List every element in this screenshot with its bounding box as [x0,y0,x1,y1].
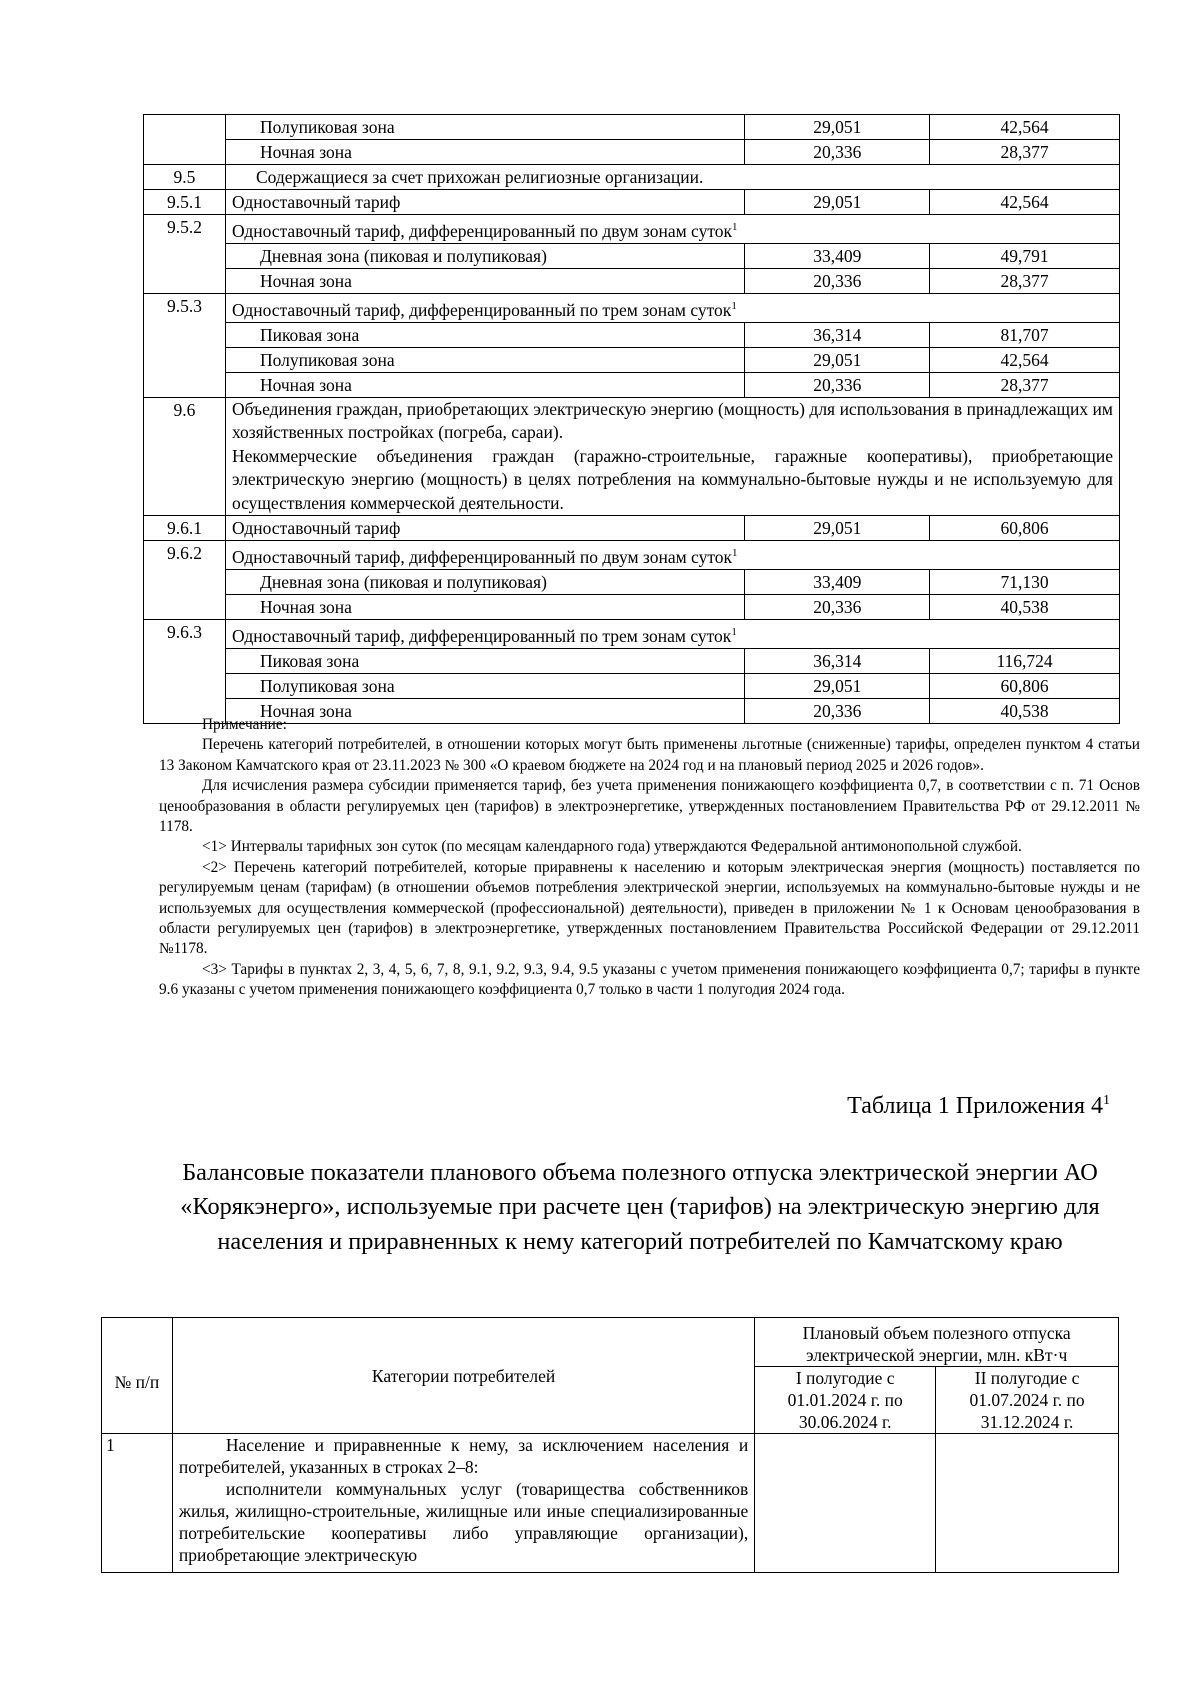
row-label-text: Дневная зона (пиковая и полупиковая) [259,245,547,266]
value-half1: 36,314 [745,648,930,673]
row-label [225,115,744,140]
table-row [144,347,1120,372]
value-half2: 81,707 [930,322,1120,347]
row-label-text: Одноставочный тариф, дифференцированный по трем зонам суток [231,625,732,646]
table-row [144,569,1120,594]
table-row [144,372,1120,397]
row-label-text: Ночная зона [259,142,352,162]
value-half2: 60,806 [930,516,1120,541]
table-row [144,541,1120,570]
row-label: Содержащиеся за счет прихожан религиозные организации. [225,165,1119,190]
row-label [225,322,744,347]
row-label [225,673,744,698]
note-paragraph: Для исчисления размера субсидии применяется тариф, без учета применения понижающего коэффициента 0,7, в соответствии с п. 71 Основ ценообразования в области регулируемых цен (тарифов) в электроэнергетике, утвержденных постановлением Правительства РФ от 29.12.2011 № 1178. [159,777,1140,836]
row-label-part: Некоммерческие объединения граждан (гаражно-строительные, гаражные кооперативы), приобретающие электрическую энергию (мощность) в целях потребления на коммунально-бытовые нужды и не используемую для осуществления коммерческой деятельности. [231,445,1113,513]
value-half1: 29,051 [745,347,930,372]
header-num: № п/п [102,1318,173,1434]
row-label-text: Пиковая зона [259,650,360,671]
notes-section [159,715,1140,1001]
value-half1: 20,336 [745,268,930,293]
row1-category [172,1434,754,1573]
note-paragraph: Перечень категорий потребителей, в отношении которых могут быть применены льготные (сниженные) тарифы, определен пунктом 4 статьи 13 Законом Камчатского края от 23.11.2023 № 300 «О краевом бюджете на 2024 год и на плановый период 2025 и 2026 годов». [159,736,1140,774]
value-half1: 20,336 [745,698,930,723]
value-half2: 28,377 [930,140,1120,165]
value-half2: 71,130 [930,569,1120,594]
value-half2: 40,538 [930,594,1120,619]
row-label [225,215,1119,244]
row-number: 9.6 [144,397,226,516]
row-number: 9.5.2 [144,215,226,294]
row-label-text: Ночная зона [259,270,352,291]
note-paragraph: <3> Тарифы в пунктах 2, 3, 4, 5, 6, 7, 8, 9.1, 9.2, 9.3, 9.4, 9.5 указаны с учетом применения понижающего коэффициента 0,7; тарифы в пункте 9.6 указаны с учетом применения понижающего коэффициента 0,7 только в части 1 полугодия 2024 года. [159,960,1140,999]
value-half2: 49,791 [930,243,1120,268]
table-caption-text: Таблица 1 Приложения 4 [847,1093,1103,1119]
row-label [225,516,744,541]
balance-table [101,1317,1119,1573]
value-half2: 28,377 [930,268,1120,293]
value-half1: 20,336 [745,372,930,397]
row-label-text: Полупиковая зона [259,349,395,370]
table-row [144,115,1120,140]
header-category: Категории потребителей [172,1318,754,1434]
value-half1: 36,314 [745,322,930,347]
row-label [225,397,1119,516]
row1-text-1: Население и приравненные к нему, за исключением населения и потребителей, указанных в строках 2–8: [178,1435,749,1477]
row-number [144,115,226,165]
row-label-text: Полупиковая зона [259,117,395,137]
row-label [225,140,744,165]
row-number: 9.6.2 [144,541,226,620]
header-half2: II полугодие с 01.07.2024 г. по 31.12.2024 г. [936,1367,1119,1434]
footnote-marker: 1 [731,625,737,638]
row-label [225,347,744,372]
value-half2: 42,564 [930,115,1120,140]
row1-half2-value [936,1434,1119,1573]
tariff-table [143,114,1120,724]
table-row [144,140,1120,165]
row-label-text: Ночная зона [259,596,352,617]
value-half1: 20,336 [745,140,930,165]
value-half1: 33,409 [745,569,930,594]
table-row [144,243,1120,268]
row-label-text: Ночная зона [259,374,352,395]
table-row [144,190,1120,215]
header-volume: Плановый объем полезного отпуска электрической энергии, млн. кВт·ч [755,1318,1119,1367]
value-half2: 116,724 [930,648,1120,673]
value-half1: 29,051 [745,516,930,541]
row-number: 9.5.3 [144,293,226,397]
table-row [144,322,1120,347]
table-row [144,516,1120,541]
value-half1: 29,051 [745,115,930,140]
row-label [225,541,1119,570]
row-label [225,243,744,268]
row-number: 9.6.1 [144,516,226,541]
row1-text-2: исполнители коммунальных услуг (товарищества собственников жилья, жилищно-строительные, жилищные или иные специализированные потребительские кооперативы либо управляющие организации), приобретающие электрическую [178,1479,749,1565]
note-paragraph: <2> Перечень категорий потребителей, которые приравнены к населению и которым электрическая энергия (мощность) поставляется по регулируемым ценам (тарифам) (в отношении объемов потребления электрической энергии, используемых на коммунально-бытовые нужды и не используемых для осуществления коммерческой (профессиональной) деятельности), приведен в приложении № 1 к Основам ценообразования в области регулируемых цен (тарифов) в электроэнергетике, утвержденных постановлением Правительства Российской Федерации от 29.12.2011 №1178. [159,858,1140,958]
value-half2: 42,564 [930,347,1120,372]
row-label [225,293,1119,322]
row-label-text: Одноставочный тариф, дифференцированный по трем зонам суток [231,299,732,320]
row-label-text: Одноставочный тариф, дифференцированный по двум зонам суток [231,220,733,241]
value-half1: 20,336 [745,594,930,619]
value-half2: 42,564 [930,190,1120,215]
row-label [225,648,744,673]
row-label [225,268,744,293]
row-label [225,190,744,215]
row-label-part: Объединения граждан, приобретающих электрическую энергию (мощность) для использования в принадлежащих им хозяйственных постройках (погреба, сараи). [231,398,1113,443]
row-number: 9.5 [144,165,226,190]
table-caption-sup: 1 [1103,1093,1110,1108]
footnote-marker: 1 [731,299,737,312]
row-label-text: Пиковая зона [259,324,360,345]
table-row [144,397,1120,516]
table-row [144,648,1120,673]
row-label-text: Полупиковая зона [259,675,395,696]
document-title: Балансовые показатели планового объема полезного отпуска электрической энергии АО «Корякэнерго», используемые при расчете цен (тарифов) на электрическую энергию для населения и приравненных к нему категорий потребителей по Камчатскому краю [180,1159,1100,1255]
note-paragraph: <1> Интервалы тарифных зон суток (по месяцам календарного года) утверждаются Федеральной антимонопольной службой. [202,838,1022,856]
table-caption [847,1093,1110,1120]
footnote-marker: 1 [732,547,738,560]
row-label-text: Дневная зона (пиковая и полупиковая) [259,571,547,592]
value-half2: 60,806 [930,673,1120,698]
row-label-text: Одноставочный тариф [231,192,401,212]
row1-half1-value [755,1434,936,1573]
value-half1: 29,051 [745,190,930,215]
table-row [144,268,1120,293]
header-half1: I полугодие с 01.01.2024 г. по 30.06.2024 г. [755,1367,936,1434]
row1-num: 1 [102,1434,173,1573]
value-half1: 33,409 [745,243,930,268]
table-row [144,293,1120,322]
value-half1: 29,051 [745,673,930,698]
row-label [225,594,744,619]
table-row [144,673,1120,698]
row-label [225,569,744,594]
row-label [225,619,1119,648]
row-label [225,372,744,397]
table-row [144,619,1120,648]
row-number: 9.5.1 [144,190,226,215]
row-number: 9.6.3 [144,619,226,723]
table-row [144,165,1120,190]
row-label-text: Одноставочный тариф [231,518,401,539]
notes-heading: Примечание: [202,716,287,733]
value-half2: 40,538 [930,698,1120,723]
table-row [144,594,1120,619]
table-row [144,215,1120,244]
row-label-text: Одноставочный тариф, дифференцированный по двум зонам суток [231,546,733,567]
row-label-text: Ночная зона [259,700,352,721]
footnote-marker: 1 [732,221,738,233]
value-half2: 28,377 [930,372,1120,397]
